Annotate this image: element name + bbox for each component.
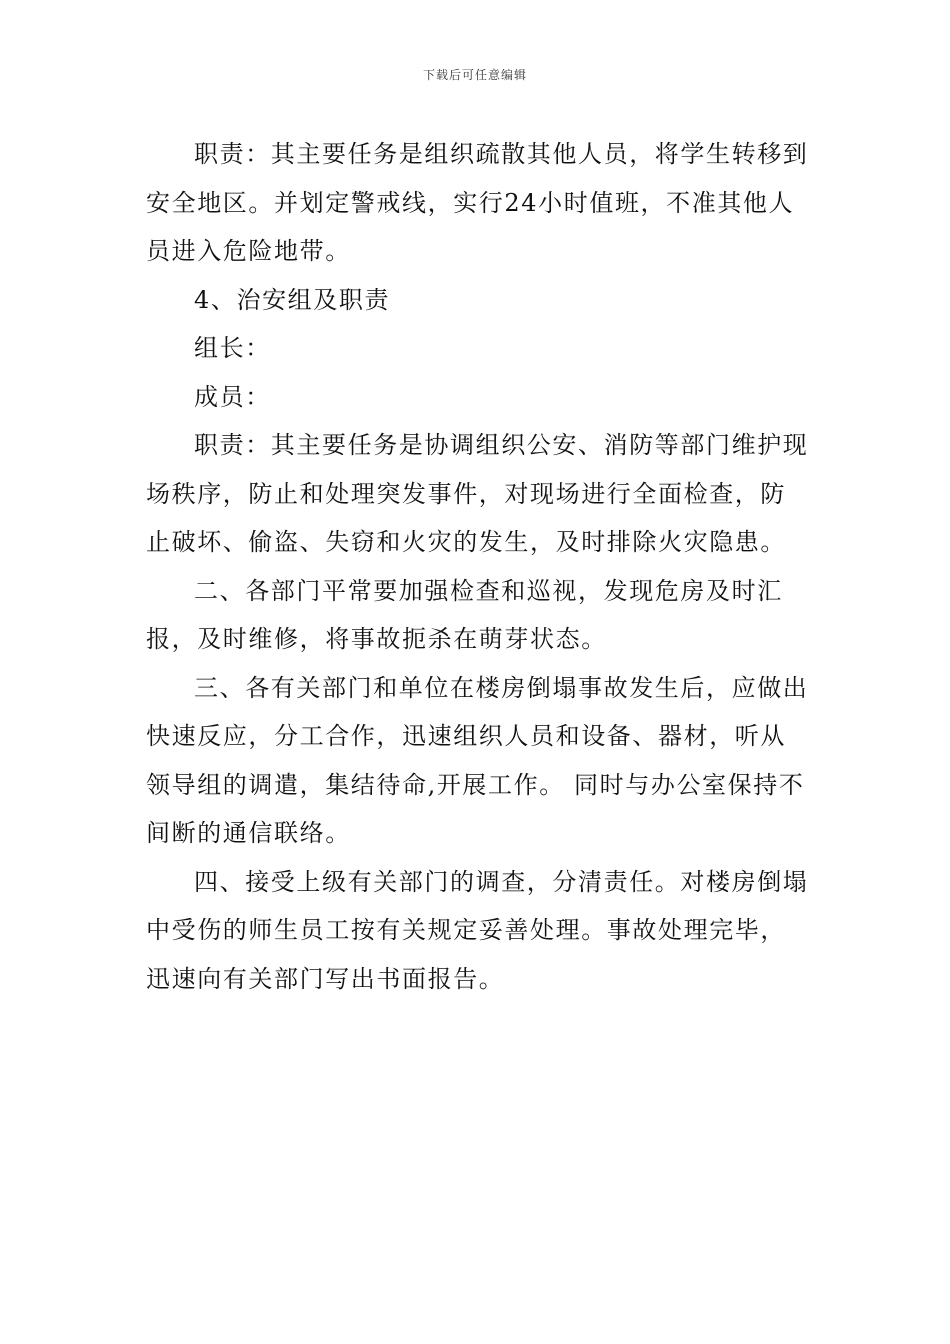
evacuation-duties-paragraph: 职责：其主要任务是组织疏散其他人员，将学生转移到安全地区。并划定警戒线，实行24小时值班，不准其他人员进入危险地带。 xyxy=(146,140,809,265)
group-members-line: 成员： xyxy=(194,382,271,411)
section-two-paragraph: 二、各部门平常要加强检查和巡视，发现危房及时汇报，及时维修，将事故扼杀在萌芽状态。 xyxy=(146,576,783,653)
section-four-paragraph: 四、接受上级有关部门的调查，分清责任。对楼房倒塌中受伤的师生员工按有关规定妥善处理。事故处理完毕，迅速向有关部门写出书面报告。 xyxy=(146,867,809,993)
section-three-paragraph: 三、各有关部门和单位在楼房倒塌事故发生后，应做出快速反应，分工合作，迅速组织人员和设备、器材，听从领导组的调遣，集结待命,开展工作。 同时与办公室保持不间断的通信联络。 xyxy=(146,673,809,847)
security-group-heading: 4、治安组及职责 xyxy=(194,285,391,314)
group-leader-line: 组长： xyxy=(194,334,271,362)
security-duties-paragraph: 职责：其主要任务是协调组织公安、消防等部门维护现场秩序，防止和处理突发事件，对现场进行全面检查，防止破坏、偷盗、失窃和火灾的发生，及时排除火灾隐患。 xyxy=(146,431,809,556)
header-editable-note: 下载后可任意编辑 xyxy=(422,68,527,82)
document-body xyxy=(146,130,810,1003)
